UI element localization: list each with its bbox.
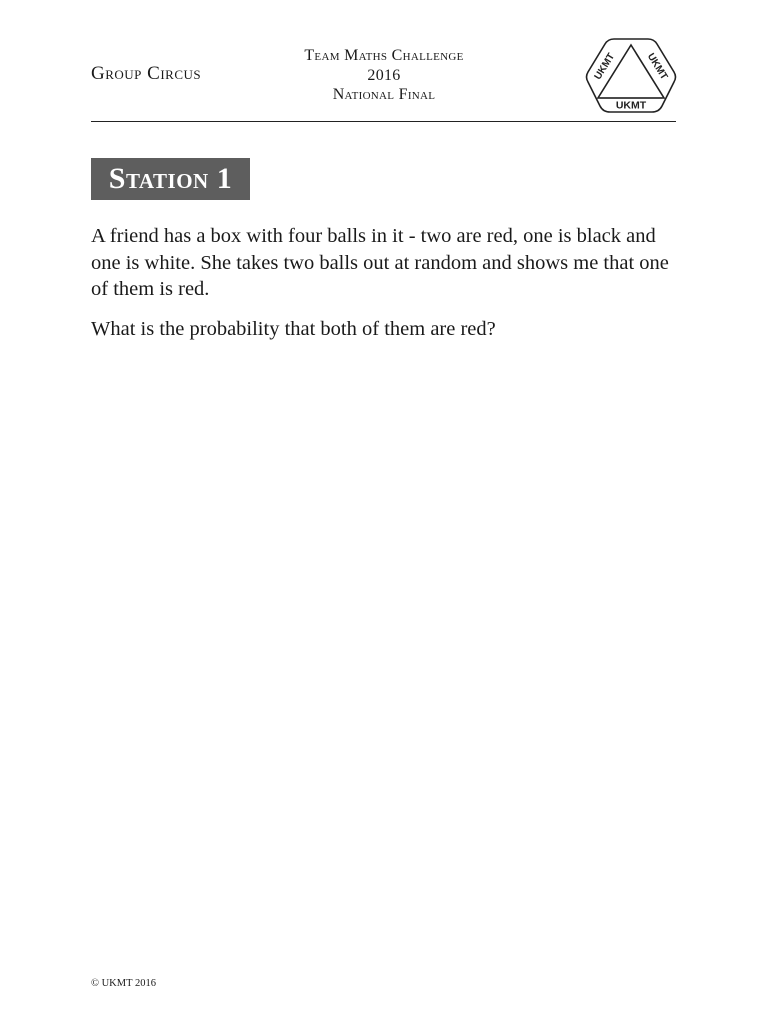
competition-name: Team Maths Challenge bbox=[304, 47, 464, 64]
header-divider bbox=[91, 121, 676, 122]
copyright-notice: © UKMT 2016 bbox=[91, 978, 156, 989]
logo-text-left: UKMT bbox=[592, 51, 618, 82]
competition-stage: National Final bbox=[332, 86, 436, 103]
logo-text-bottom: UKMT bbox=[615, 99, 647, 112]
problem-question: What is the probability that both of them are red? bbox=[91, 318, 496, 340]
station-banner bbox=[91, 158, 250, 200]
problem-text: A friend has a box with four balls in it - two are red, one is black and one is white. She takes two balls out at random and shows me that one of them is red. bbox=[91, 225, 669, 300]
logo-text-right: UKMT bbox=[644, 51, 670, 82]
station-title: Station 1 bbox=[108, 162, 233, 195]
ukmt-triangle-logo-icon bbox=[584, 36, 678, 116]
competition-heading bbox=[234, 46, 534, 105]
competition-year: 2016 bbox=[367, 66, 401, 84]
round-title: Group Circus bbox=[91, 63, 202, 84]
